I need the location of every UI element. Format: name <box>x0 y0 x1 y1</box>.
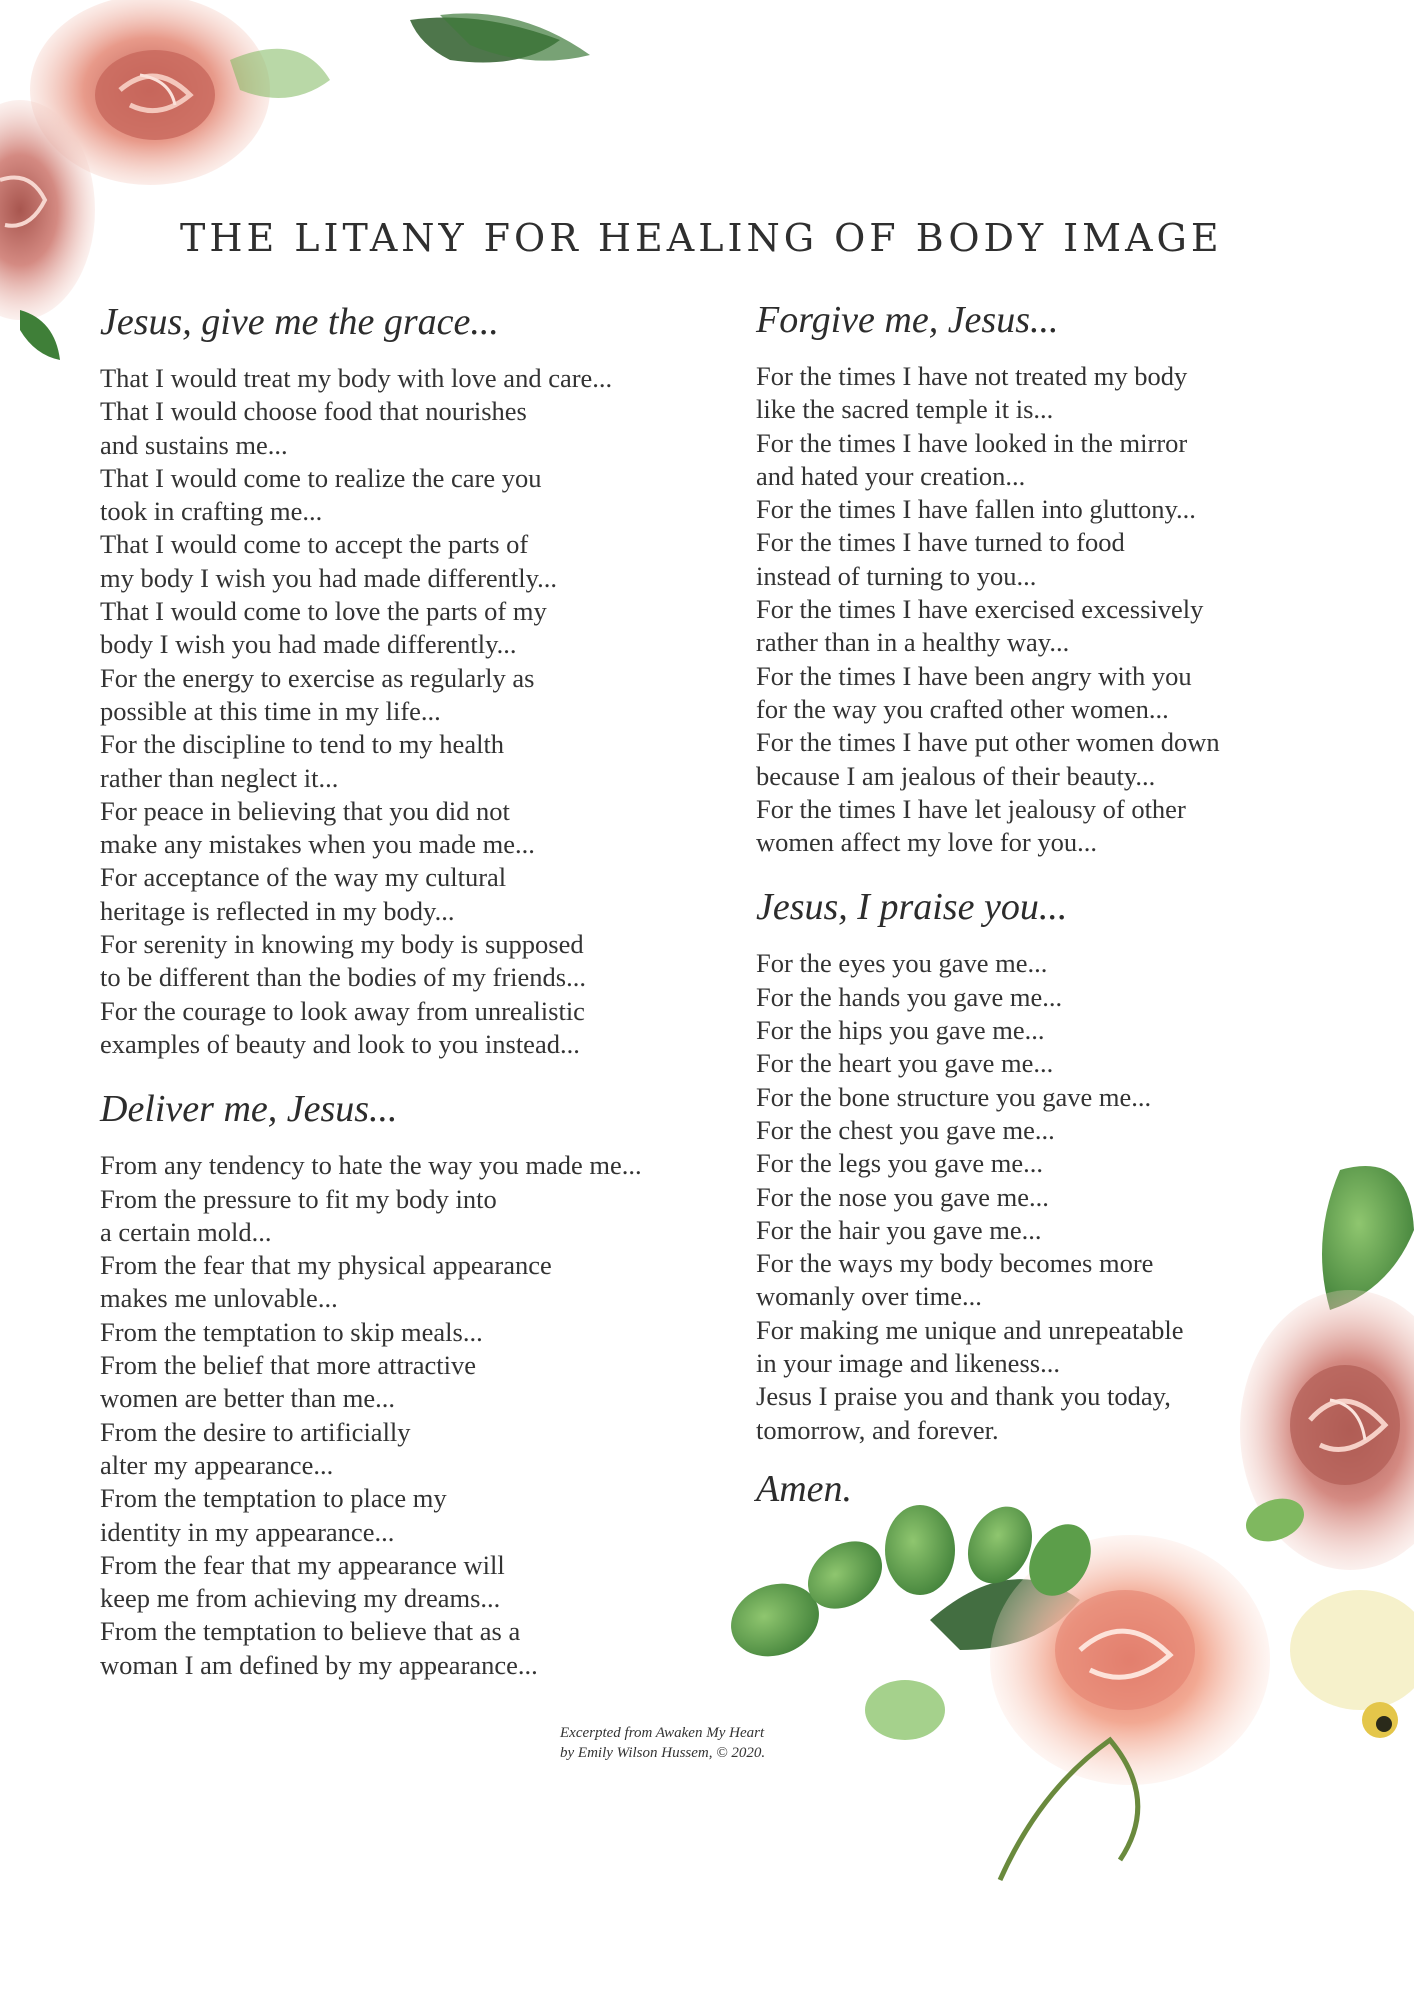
litany-line: For the hair you gave me... <box>756 1214 1042 1245</box>
litany-line: woman I am defined by my appearance... <box>100 1649 538 1680</box>
amen-text: Amen. <box>756 1467 853 1510</box>
litany-line: That I would come to love the parts of my <box>100 596 547 627</box>
litany-line: possible at this time in my life... <box>100 695 441 726</box>
praise-lines <box>756 947 1316 1446</box>
litany-line: Jesus I praise you and thank you today, <box>756 1381 1171 1412</box>
litany-line: That I would come to realize the care you <box>100 462 542 493</box>
litany-line: From the temptation to skip meals... <box>100 1316 483 1347</box>
litany-line: For the ways my body becomes more <box>756 1248 1154 1279</box>
litany-line: For making me unique and unrepeatable <box>756 1314 1184 1345</box>
litany-line: For the times I have looked in the mirror <box>756 427 1188 458</box>
litany-line: For the chest you gave me... <box>756 1114 1055 1145</box>
litany-line: a certain mold... <box>100 1216 272 1247</box>
credit-line-source: Excerpted from Awaken My Heart <box>560 1725 765 1741</box>
litany-line: For the nose you gave me... <box>756 1181 1049 1212</box>
litany-line: womanly over time... <box>756 1281 982 1312</box>
litany-line: For the times I have exercised excessively <box>756 594 1204 625</box>
litany-line: my body I wish you had made differently... <box>100 562 558 593</box>
litany-line: tomorrow, and forever. <box>756 1414 999 1445</box>
litany-line: make any mistakes when you made me... <box>100 829 535 860</box>
litany-line: in your image and likeness... <box>756 1348 1060 1379</box>
litany-line: For the eyes you gave me... <box>756 948 1048 979</box>
litany-line: for the way you crafted other women... <box>756 693 1169 724</box>
litany-line: For acceptance of the way my cultural <box>100 862 507 893</box>
litany-line: That I would come to accept the parts of <box>100 529 529 560</box>
right-column <box>756 298 1316 1511</box>
litany-line: and sustains me... <box>100 429 288 460</box>
deliver-lines <box>100 1149 720 1682</box>
litany-line: From any tendency to hate the way you made me... <box>100 1150 642 1181</box>
litany-line: alter my appearance... <box>100 1449 334 1480</box>
litany-line: From the pressure to fit my body into <box>100 1183 497 1214</box>
grace-heading: Jesus, give me the grace... <box>100 301 499 343</box>
litany-line: For the energy to exercise as regularly as <box>100 662 535 693</box>
litany-line: heritage is reflected in my body... <box>100 895 455 926</box>
litany-line: From the temptation to place my <box>100 1483 447 1514</box>
litany-line: instead of turning to you... <box>756 560 1037 591</box>
litany-line: identity in my appearance... <box>100 1516 395 1547</box>
litany-line: and hated your creation... <box>756 460 1026 491</box>
litany-line: women are better than me... <box>100 1383 396 1414</box>
page-title: THE LITANY FOR HEALING OF BODY IMAGE <box>180 216 1223 260</box>
litany-line: rather than neglect it... <box>100 762 339 793</box>
left-column <box>100 300 720 1682</box>
litany-line: examples of beauty and look to you instead... <box>100 1028 580 1059</box>
litany-line: From the fear that my physical appearance <box>100 1250 552 1281</box>
litany-line: For the times I have let jealousy of other <box>756 793 1186 824</box>
litany-line: For the times I have turned to food <box>756 527 1125 558</box>
litany-line: For the hips you gave me... <box>756 1015 1045 1046</box>
litany-line: to be different than the bodies of my friends... <box>100 962 586 993</box>
excerpt-credit <box>560 1723 820 1763</box>
credit-line-author: by Emily Wilson Hussem, © 2020. <box>560 1745 766 1761</box>
litany-line: From the temptation to believe that as a <box>100 1616 521 1647</box>
litany-line: That I would treat my body with love and care... <box>100 363 613 393</box>
litany-line: rather than in a healthy way... <box>756 627 1070 658</box>
litany-line: For the times I have put other women down <box>756 727 1220 758</box>
litany-line: because I am jealous of their beauty... <box>756 760 1156 791</box>
litany-line: For the times I have been angry with you <box>756 660 1192 691</box>
litany-line: For the bone structure you gave me... <box>756 1081 1152 1112</box>
litany-line: took in crafting me... <box>100 496 323 527</box>
litany-line: For the heart you gave me... <box>756 1048 1054 1079</box>
praise-heading: Jesus, I praise you... <box>756 886 1068 929</box>
litany-line: body I wish you had made differently... <box>100 629 517 660</box>
litany-line: For the times I have not treated my body <box>756 361 1188 391</box>
litany-line: For serenity in knowing my body is supposed <box>100 929 584 960</box>
litany-line: From the belief that more attractive <box>100 1350 477 1381</box>
litany-line: For the courage to look away from unrealistic <box>100 995 585 1026</box>
litany-line: For the discipline to tend to my health <box>100 729 505 760</box>
litany-line: keep me from achieving my dreams... <box>100 1583 501 1614</box>
grace-lines <box>100 362 720 1061</box>
litany-line: For peace in believing that you did not <box>100 795 510 826</box>
litany-line: For the hands you gave me... <box>756 981 1063 1012</box>
litany-line: For the times I have fallen into gluttony... <box>756 494 1196 525</box>
litany-line: women affect my love for you... <box>756 827 1097 858</box>
litany-line: From the fear that my appearance will <box>100 1549 505 1580</box>
litany-line: For the legs you gave me... <box>756 1148 1044 1179</box>
forgive-heading: Forgive me, Jesus... <box>756 299 1059 341</box>
forgive-lines <box>756 360 1316 859</box>
litany-line: makes me unlovable... <box>100 1283 338 1314</box>
litany-line: That I would choose food that nourishes <box>100 396 527 427</box>
litany-line: From the desire to artificially <box>100 1416 411 1447</box>
litany-line: like the sacred temple it is... <box>756 394 1054 425</box>
deliver-heading: Deliver me, Jesus... <box>100 1088 398 1131</box>
